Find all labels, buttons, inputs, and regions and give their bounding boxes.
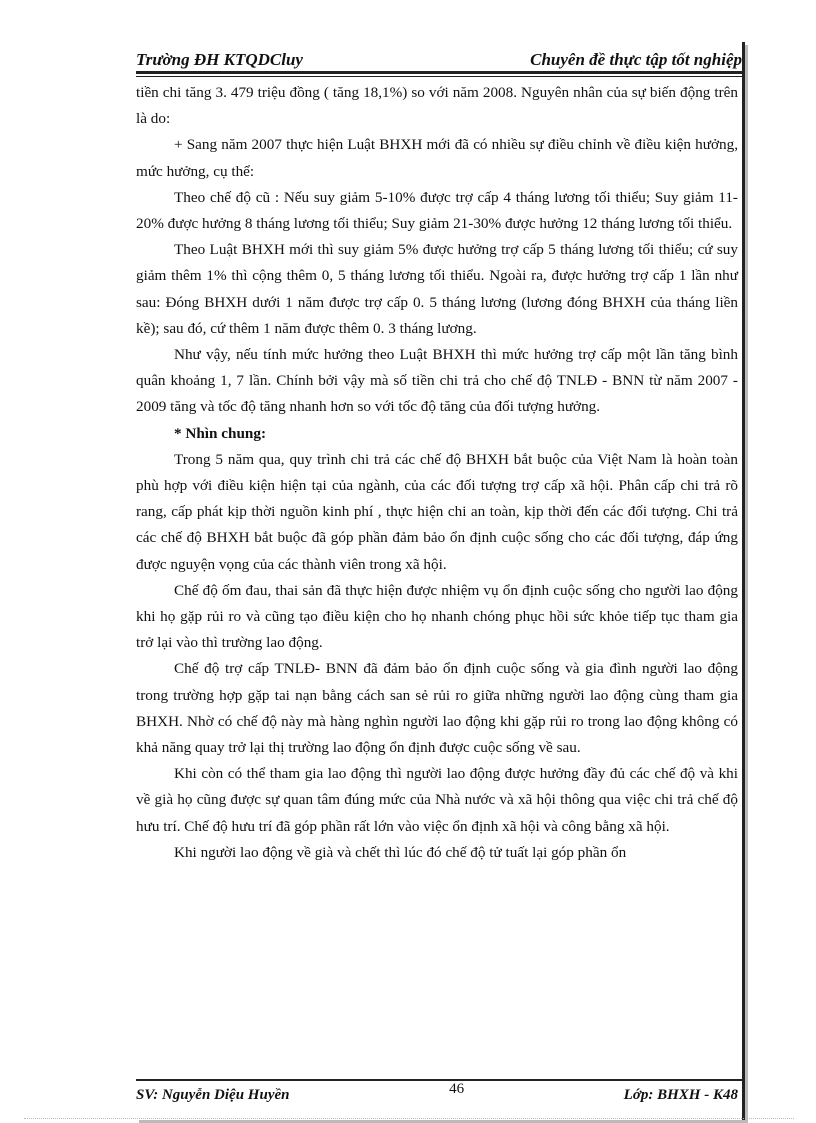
- page-bottom-dotted-line: [24, 1118, 794, 1119]
- page-number: 46: [449, 1080, 465, 1097]
- footer-class: Lớp: BHXH - K48: [623, 1086, 738, 1103]
- header-school: Trường ĐH KTQDCluy: [136, 50, 303, 69]
- header-rule: [136, 71, 742, 74]
- paragraph: Chế độ ốm đau, thai sản đã thực hiện được nhiệm vụ ổn định cuộc sống cho người lao động khi họ gặp rủi ro và cũng tạo điều kiện cho họ nhanh chóng phục hồi sức khỏe tiếp tục tham gia trở lại vào thì trường lao động.: [136, 581, 738, 652]
- paragraph: tiền chi tăng 3. 479 triệu đồng ( tăng 18,1%) so với năm 2008. Nguyên nhân của sự biến động trên là do:: [136, 84, 738, 128]
- paragraph: + Sang năm 2007 thực hiện Luật BHXH mới đã có nhiều sự điều chỉnh về điều kiện hưởng, mức hưởng, cụ thể:: [136, 136, 738, 180]
- paragraph: Khi người lao động về già và chết thì lúc đó chế độ tử tuất lại góp phần ổn: [174, 843, 627, 861]
- header-title: Chuyên đề thực tập tốt nghiệp: [530, 50, 742, 69]
- footer-rule: [136, 1079, 742, 1081]
- paragraph: Trong 5 năm qua, quy trình chi trả các chế độ BHXH bắt buộc của Việt Nam là hoàn toàn phù hợp với điều kiện hiện tại của ngành, của các đối tượng trợ cấp xã hội. Phân cấp chi trả rõ rang, cấp phát kịp thời nguồn kinh phí , thực hiện chi an toàn, kịp thời đến các đối tượng. Chi trả các chế độ BHXH bắt buộc đã góp phần đảm bảo ổn định cuộc sống cho các đối tượng, đáp ứng được nguyện vọng của các thành viên trong xã hội.: [136, 450, 738, 573]
- paragraph: Chế độ trợ cấp TNLĐ- BNN đã đảm bảo ổn định cuộc sống và gia đình người lao động trong trường hợp gặp tai nạn bằng cách san sẻ rủi ro giữa những người lao động cùng tham gia BHXH. Nhờ có chế độ này mà hàng nghìn người lao động khi gặp rủi ro trong lao động không có khả năng quay trở lại thị trường lao động ổn định được cuộc sống về sau.: [136, 660, 738, 757]
- page-footer: [136, 1080, 738, 1106]
- paragraph: Như vậy, nếu tính mức hưởng theo Luật BHXH thì mức hưởng trợ cấp một lần tăng bình quân khoảng 1, 7 lần. Chính bởi vậy mà số tiền chi trả cho chế độ TNLĐ - BNN từ năm 2007 - 2009 tăng và tốc độ tăng nhanh hơn so với tốc độ tăng của đối tượng hưởng.: [136, 346, 738, 416]
- paragraph: Theo Luật BHXH mới thì suy giảm 5% được hưởng trợ cấp 5 tháng lương tối thiểu; cứ suy giảm thêm 1% thì cộng thêm 0, 5 tháng lương tối thiểu. Ngoài ra, được hưởng trợ cấp 1 lần như sau: Đóng BHXH dưới 1 năm được trợ cấp 0. 5 tháng lương (lương đóng BHXH của tháng liền kề); sau đó, cứ thêm 1 năm được thêm 0. 3 tháng lương.: [136, 241, 738, 337]
- footer-student: SV: Nguyễn Diệu Huyền: [136, 1086, 290, 1103]
- page-header: [136, 46, 742, 70]
- body-text: [136, 80, 738, 866]
- paragraph: Khi còn có thể tham gia lao động thì người lao động được hưởng đầy đủ các chế độ và khi về già họ cũng được sự quan tâm đúng mức của Nhà nước và xã hội thông qua việc chi trả chế độ hưu trí. Chế độ hưu trí đã góp phần rất lớn vào việc ổn định xã hội và công bằng xã hội.: [136, 765, 738, 835]
- header-rule-thin: [136, 76, 742, 77]
- section-heading: * Nhìn chung:: [174, 424, 267, 442]
- paragraph: Theo chế độ cũ : Nếu suy giảm 5-10% được trợ cấp 4 tháng lương tối thiểu; Suy giảm 11-20% được hưởng 8 tháng lương tối thiểu; Suy giảm 21-30% được hưởng 12 tháng lương tối thiểu.: [136, 188, 738, 233]
